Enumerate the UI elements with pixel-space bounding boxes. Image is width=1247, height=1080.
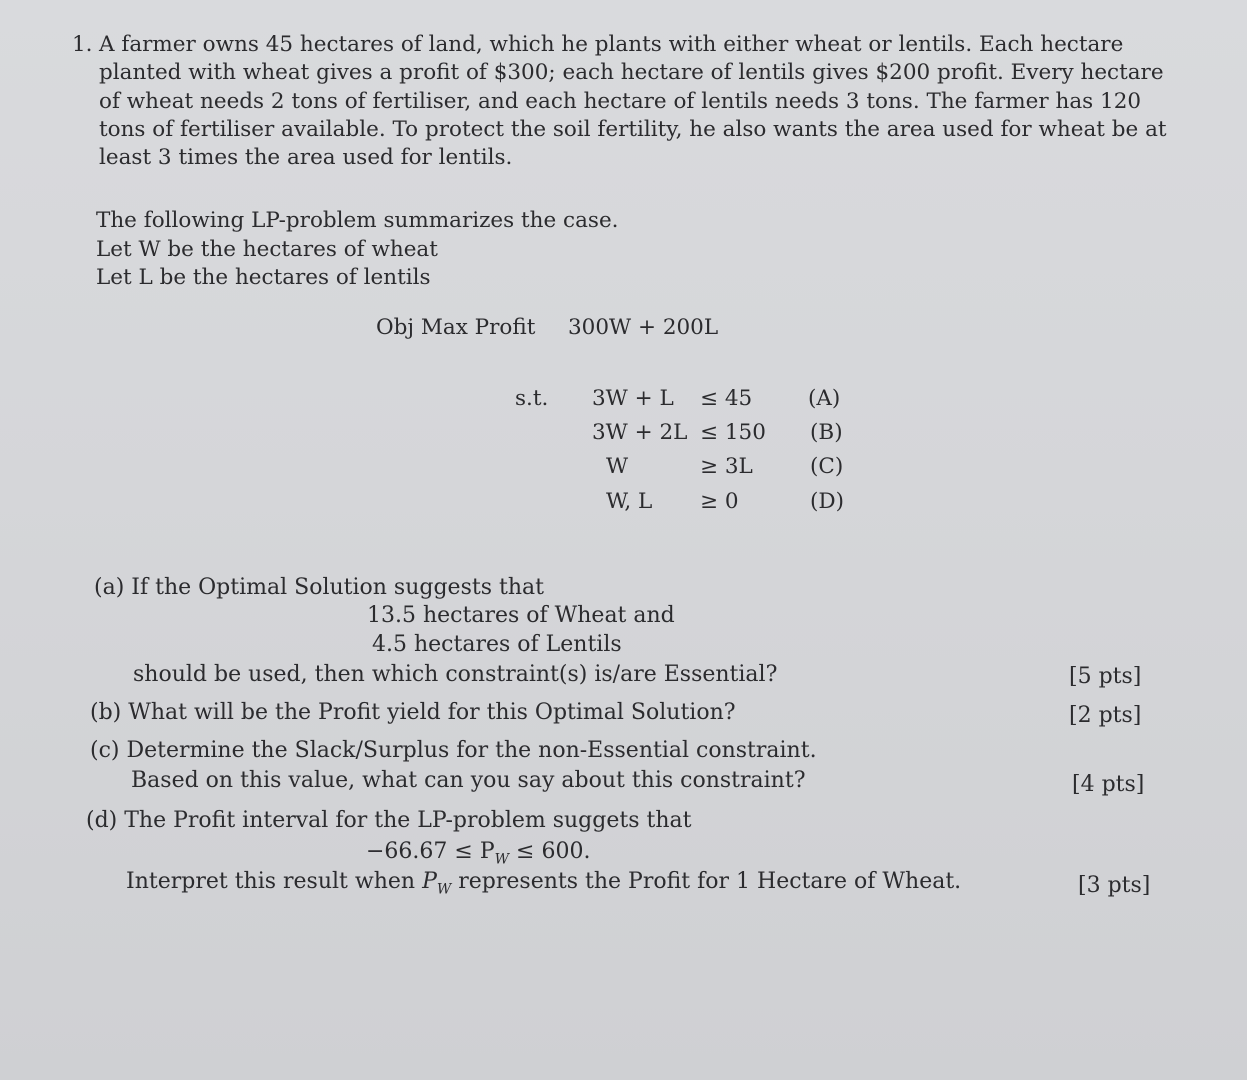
question-b-points: [2 pts] — [1069, 703, 1142, 728]
constraint-a-rhs: ≤ 45 — [700, 386, 753, 411]
problem-line-2: planted with wheat gives a profit of $300; each hectare of lentils gives $200 profit. Every hectare — [99, 60, 1164, 85]
question-a-line-4: should be used, then which constraint(s) is/are Essential? — [133, 662, 778, 687]
question-d-points: [3 pts] — [1078, 873, 1151, 898]
problem-line-5: least 3 times the area used for lentils. — [99, 145, 513, 170]
question-a-line-2: 13.5 hectares of Wheat and — [367, 603, 675, 628]
question-d-line-3-start: Interpret this result when — [126, 869, 423, 894]
question-d-variable-subscript: W — [436, 881, 452, 898]
constraint-c-rhs: ≥ 3L — [700, 454, 753, 479]
problem-number: 1. — [72, 32, 93, 57]
constraint-a-tag: (A) — [808, 386, 841, 411]
constraint-d-lhs: W, L — [606, 489, 653, 514]
objective-expression: 300W + 200L — [568, 315, 719, 340]
question-d-line-3-end: represents the Profit for 1 Hectare of Wheat. — [451, 869, 962, 894]
constraint-b-lhs: 3W + 2L — [592, 420, 688, 445]
question-d-interval-start: −66.67 ≤ P — [366, 839, 495, 864]
st-label: s.t. — [515, 386, 549, 411]
constraint-c-tag: (C) — [810, 454, 844, 479]
question-a-points: [5 pts] — [1069, 664, 1142, 689]
constraint-b-rhs: ≤ 150 — [700, 420, 766, 445]
question-d-interval-subscript: W — [494, 851, 510, 868]
question-d-line-3 — [126, 869, 961, 897]
constraint-b-tag: (B) — [810, 420, 843, 445]
question-d-interval-end: ≤ 600. — [509, 839, 591, 864]
intro-line-2: Let W be the hectares of wheat — [96, 237, 438, 262]
problem-line-1: A farmer owns 45 hectares of land, which he plants with either wheat or lentils. Each hectare — [99, 32, 1124, 57]
constraint-a-lhs: 3W + L — [592, 386, 674, 411]
intro-line-1: The following LP-problem summarizes the case. — [96, 208, 619, 233]
question-c-points: [4 pts] — [1072, 772, 1145, 797]
question-d-interval — [366, 839, 590, 867]
objective-label: Obj Max Profit — [376, 315, 536, 340]
question-c-line-2: Based on this value, what can you say about this constraint? — [131, 768, 806, 793]
problem-line-3: of wheat needs 2 tons of fertiliser, and each hectare of lentils needs 3 tons. The farmer has 120 — [99, 89, 1142, 114]
question-d-line-1: (d) The Profit interval for the LP-problem suggets that — [86, 808, 692, 833]
question-b-line-1: (b) What will be the Profit yield for this Optimal Solution? — [90, 700, 736, 725]
question-a-line-1: (a) If the Optimal Solution suggests that — [94, 575, 544, 600]
question-a-line-3: 4.5 hectares of Lentils — [372, 632, 622, 657]
constraint-d-tag: (D) — [810, 489, 845, 514]
question-d-variable: P — [422, 869, 437, 894]
question-c-line-1: (c) Determine the Slack/Surplus for the non-Essential constraint. — [90, 738, 817, 763]
constraint-c-lhs: W — [606, 454, 629, 479]
intro-line-3: Let L be the hectares of lentils — [96, 265, 431, 290]
constraint-d-rhs: ≥ 0 — [700, 489, 739, 514]
problem-line-4: tons of fertiliser available. To protect the soil fertility, he also wants the area used for wheat be at — [99, 117, 1167, 142]
